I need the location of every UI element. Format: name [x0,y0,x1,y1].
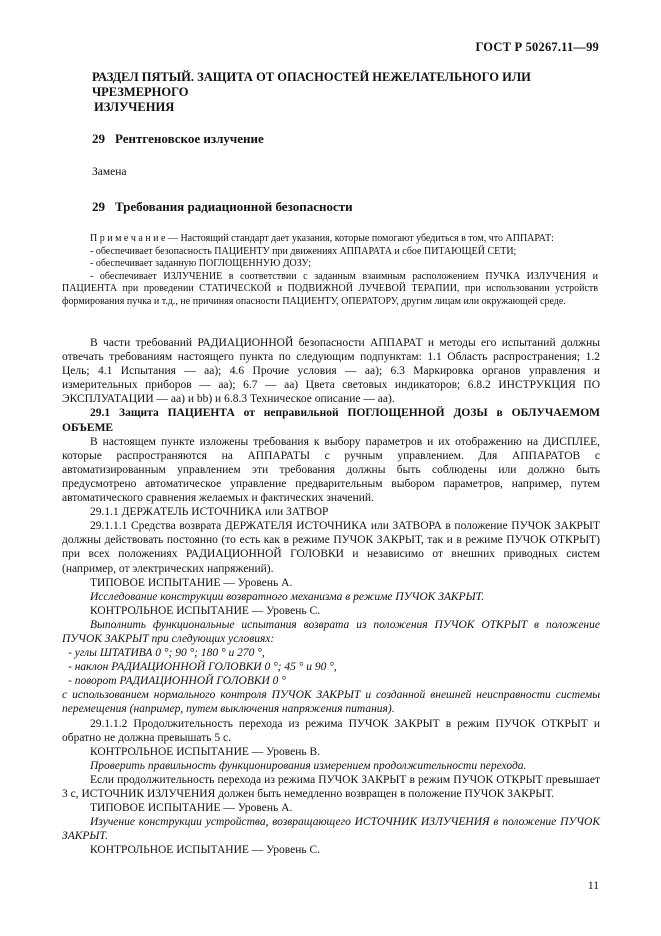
clause-29-1-1-2: 29.1.1.2 Продолжительность перехода из режима ПУЧОК ЗАКРЫТ в режим ПУЧОК ОТКРЫТ и обратно не должна превышать 5 с. [62,717,600,744]
note-block [62,233,598,309]
clause-29-1-1: 29.1.1 ДЕРЖАТЕЛЬ ИСТОЧНИКА или ЗАТВОР [90,506,329,519]
clause-29-1-1-1: 29.1.1.1 Средства возврата ДЕРЖАТЕЛЯ ИСТОЧНИКА или ЗАТВОРА в положение ПУЧОК ЗАКРЫТ должны действовать постоянно (то есть как в режиме ПУЧОК ЗАКРЫТ, так и в режиме ПУЧОК ОТКРЫТ) при всех положениях РАДИАЦИОННОЙ ГОЛОВКИ и независимо от внешних приводных систем (например, от электрических напряжений). [62,520,600,575]
conditions-footnote: с использованием нормального контроля ПУЧОК ЗАКРЫТ и созданной внешней неисправности системы перемещения (например, путем выключения напряжения питания). [62,689,600,716]
intro-paragraph: В части требований РАДИАЦИОННОЙ безопасности АППАРАТ и методы его испытаний должны отвечать требованиям настоящего пункта по следующим подпунктам: 1.1 Область распространения; 1.2 Цель; 4.1 Испытания — аа); 4.6 Прочие условия — аа); 6.3 Маркировка органов управления и измерительных приборов — аа); 6.7 — аа) Цвета световых индикаторов; 6.8.2 ИНСТРУКЦИЯ ПО ЭКСПЛУАТАЦИИ — аа) и bb) и 6.8.3 Техническое описание — аа). [62,337,600,406]
clause-title: Рентгеновское излучение [115,131,264,146]
clause-number: 29 [92,131,105,146]
control-test-b-description: Проверить правильность функционирования измерением продолжительности перехода. [90,759,527,772]
control-test-description: Выполнить функциональные испытания возврата из положения ПУЧОК ОТКРЫТ в положение ПУЧОК ЗАКРЫТ при следующих условиях: [62,618,600,645]
control-test-level-b: КОНТРОЛЬНОЕ ИСПЫТАНИЕ — Уровень В. [90,745,321,758]
note-lead: П р и м е ч а н и е — Настоящий стандарт дает указания, которые помогают убедиться в том, что АППАРАТ: [90,233,554,244]
type-test-2-description: Изучение конструкции устройства, возвращающего ИСТОЧНИК ИЗЛУЧЕНИЯ в положение ПУЧОК ЗАКРЫТ. [62,816,600,843]
clause-29-replacement: Замена [92,166,127,178]
clause-29-heading [92,131,264,147]
clause-29-1-1-2-continued: Если продолжительность перехода из режима ПУЧОК ЗАКРЫТ в режим ПУЧОК ОТКРЫТ превышает 3 с, ИСТОЧНИК ИЗЛУЧЕНИЯ должен быть немедленно возвращен в положение ПУЧОК ЗАКРЫТ. [62,773,600,800]
type-test-level-a: ТИПОВОЕ ИСПЫТАНИЕ — Уровень А. [90,576,293,589]
section-title-line-2: ИЗЛУЧЕНИЯ [94,100,175,114]
section-title-line-1: РАЗДЕЛ ПЯТЫЙ. ЗАЩИТА ОТ ОПАСНОСТЕЙ НЕЖЕЛАТЕЛЬНОГО ИЛИ ЧРЕЗМЕРНОГО [92,70,531,99]
main-text [62,336,600,857]
page-number: 11 [587,880,599,892]
clause-title: Требования радиационной безопасности [115,199,353,214]
clause-29-1-text: В настоящем пункте изложены требования к выбору параметров и их отображению на ДИСПЛЕЕ, которые распространяются на АППАРАТЫ с ручным управлением. Для АППАРАТОВ с автоматизированным управлением эти требования должны быть соблюдены или должно быть предусмотрено автоматическое управление предварительным выбором параметров, например, путем автоматического сравнения желаемых и фактических значений. [62,435,600,505]
note-item: - обеспечивает ИЗЛУЧЕНИЕ в соответствии с заданным взаимным расположением ПУЧКА ИЗЛУЧЕНИЯ и ПАЦИЕНТА при проведении СТАТИЧЕСКОЙ и ПОДВИЖНОЙ ЛУЧЕВОЙ ТЕРАПИИ, при использовании устройств формирования пучка и т.д., не причиняя опасности ПАЦИЕНТУ, ОПЕРАТОРУ, другим лицам или окружающей среде. [62,270,598,307]
type-test-level-a-2: ТИПОВОЕ ИСПЫТАНИЕ — Уровень А. [90,802,293,815]
condition-item: - поворот РАДИАЦИОННОЙ ГОЛОВКИ 0 ° [68,675,286,688]
clause-29-safety-heading [92,199,353,215]
section-title [92,70,612,115]
control-test-level-c-2: КОНТРОЛЬНОЕ ИСПЫТАНИЕ — Уровень С. [90,844,321,857]
clause-number: 29 [92,199,105,214]
note-item: - обеспечивает заданную ПОГЛОЩЕННУЮ ДОЗУ; [90,258,312,270]
type-test-description: Исследование конструкции возвратного механизма в режиме ПУЧОК ЗАКРЫТ. [90,590,485,603]
document-header: ГОСТ Р 50267.11—99 [475,40,599,54]
condition-item: - наклон РАДИАЦИОННОЙ ГОЛОВКИ 0 °; 45 ° и 90 °, [68,661,337,674]
condition-item: - углы ШТАТИВА 0 °; 90 °; 180 ° и 270 °, [68,647,265,660]
note-item: - обеспечивает безопасность ПАЦИЕНТУ при движениях АППАРАТА и сбое ПИТАЮЩЕЙ СЕТИ; [90,245,517,257]
control-test-level-c: КОНТРОЛЬНОЕ ИСПЫТАНИЕ — Уровень С. [90,604,321,617]
clause-29-1-title: 29.1 Защита ПАЦИЕНТА от неправильной ПОГЛОЩЕННОЙ ДОЗЫ в ОБЛУЧАЕМОМ ОБЪЕМЕ [62,407,600,434]
